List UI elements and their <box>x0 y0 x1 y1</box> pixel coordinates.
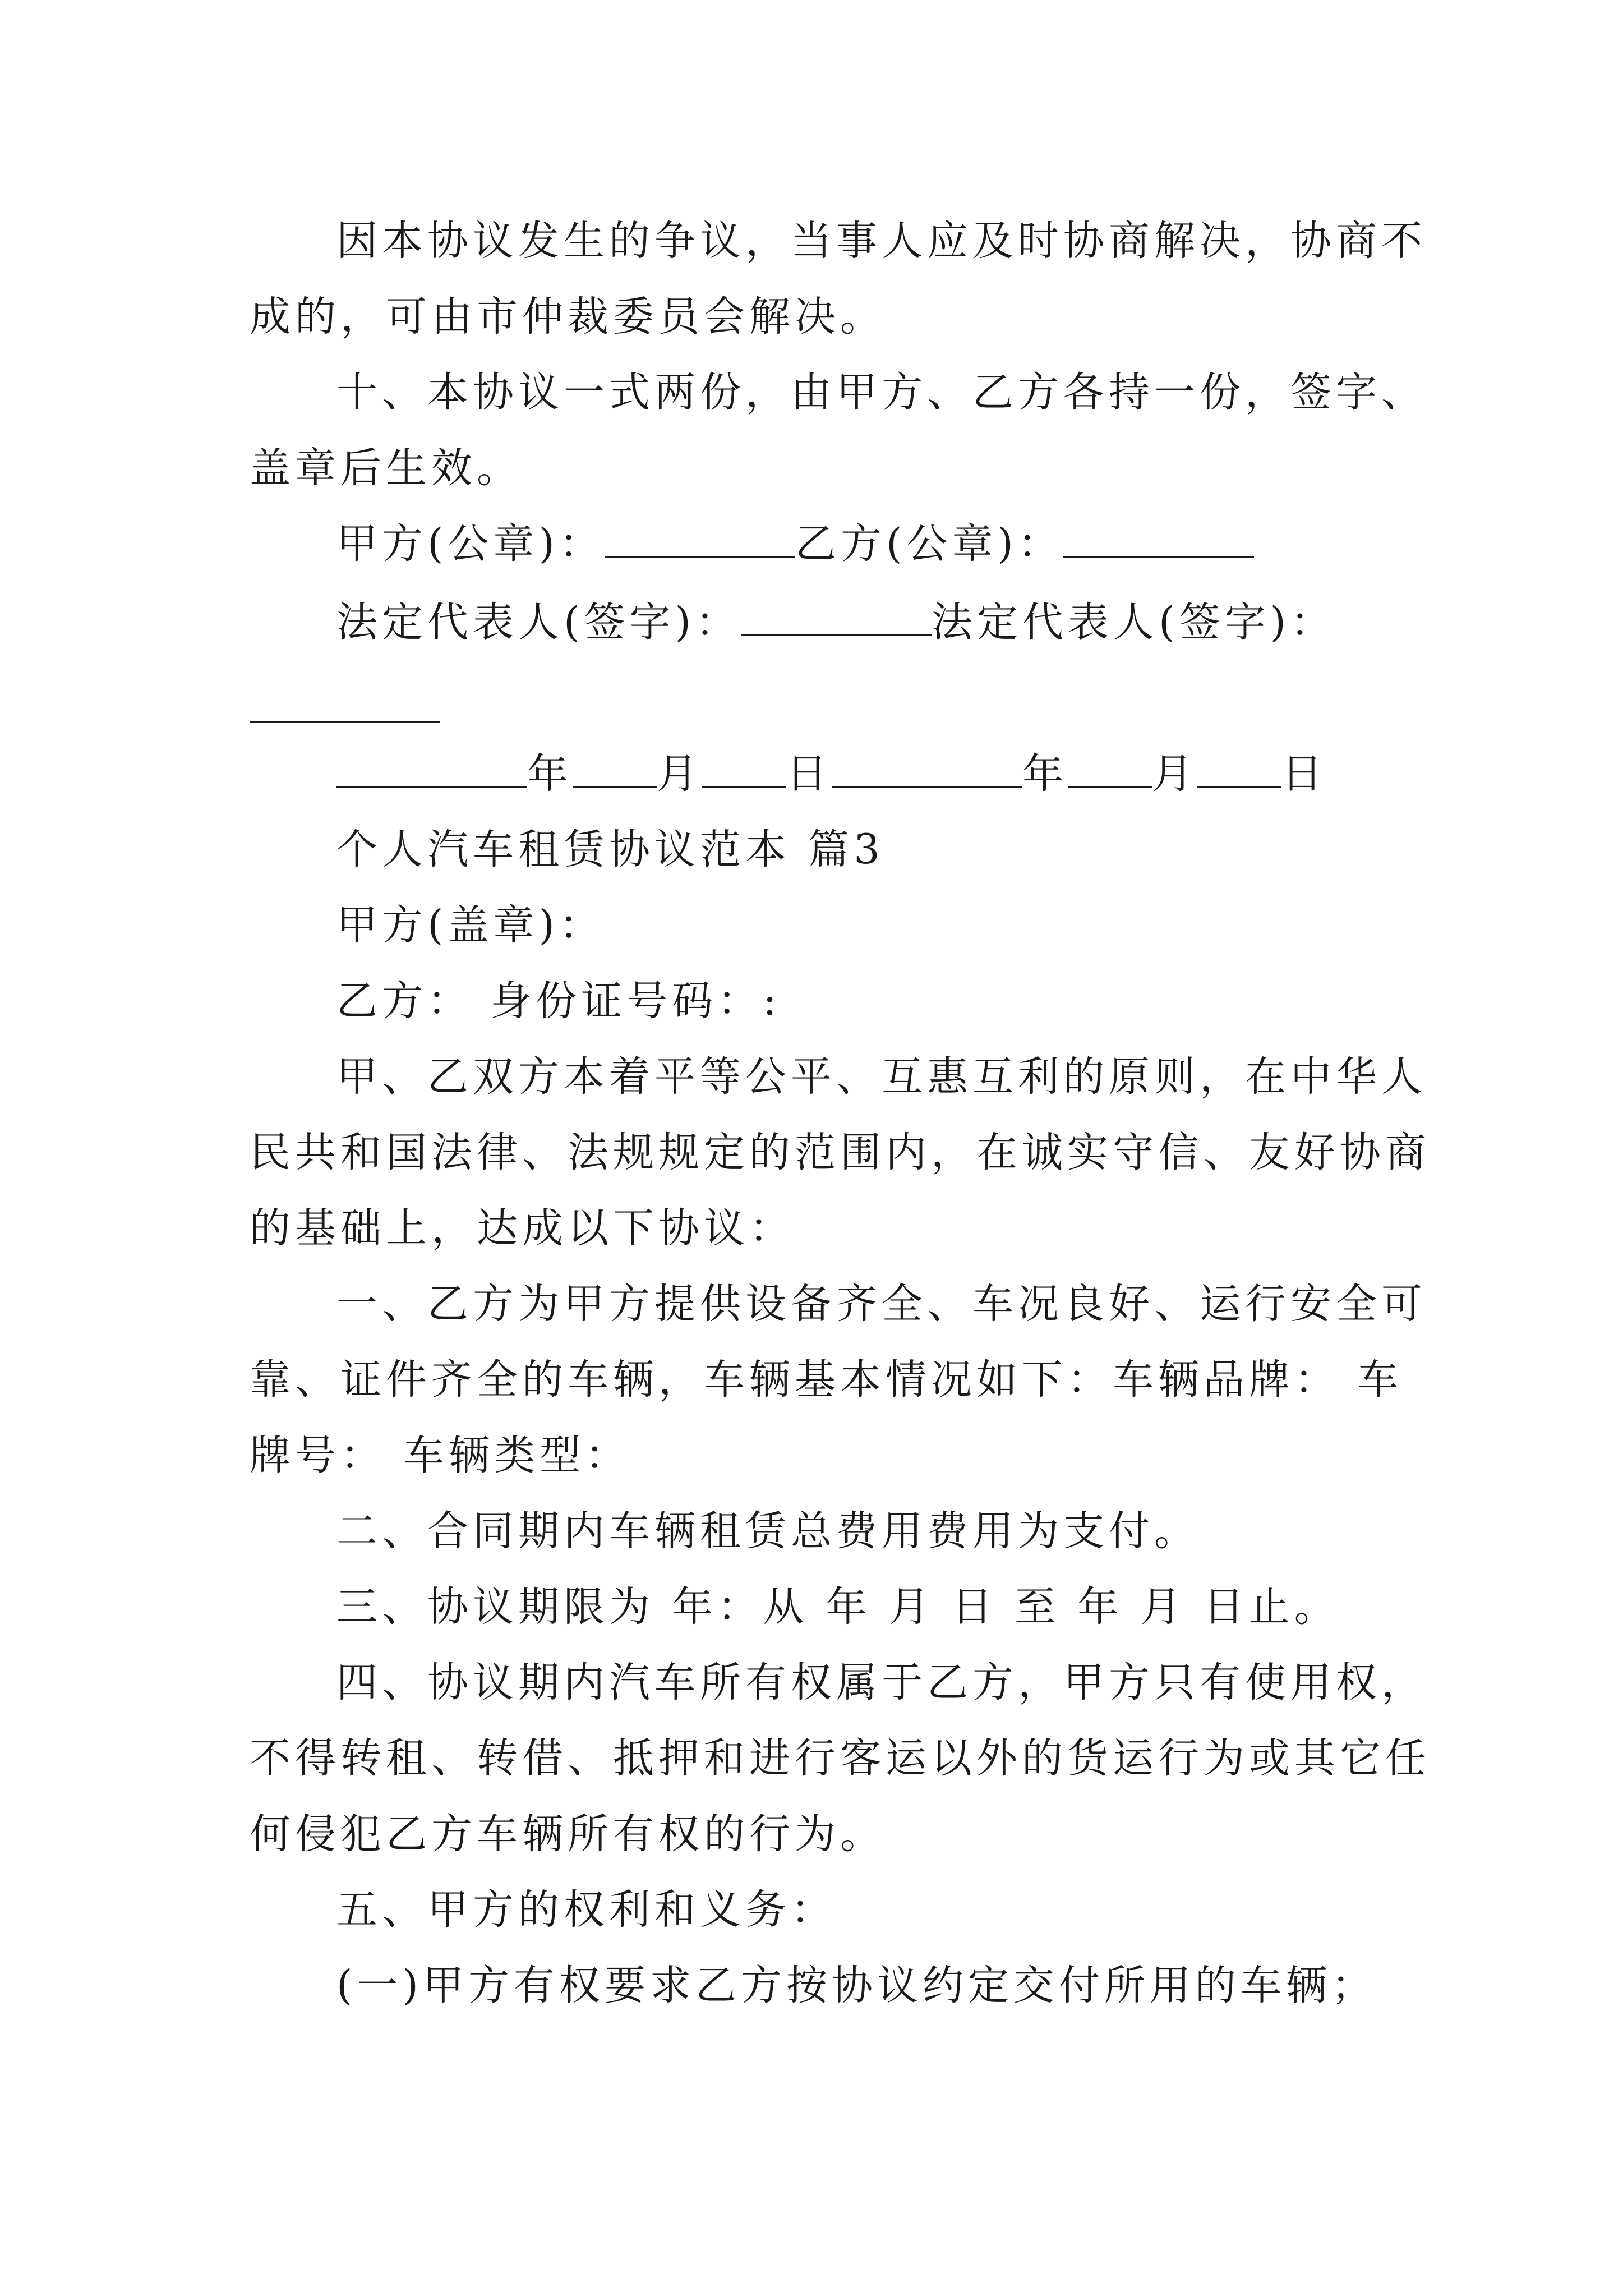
section-title: 个人汽车租赁协议范本 篇3 <box>336 826 884 873</box>
party-b-seal-label: 乙方(公章)： <box>795 520 1063 568</box>
date-b-day-blank <box>1197 747 1281 788</box>
paragraph-copies-line-1: 十、本协议一式两份，由甲方、乙方各持一份，签字、 <box>336 369 1427 416</box>
date-b-year-label: 年 <box>1022 750 1068 798</box>
paragraph-clause-1-line-3: 牌号： 车辆类型： <box>250 1432 631 1479</box>
party-a-legal-rep-blank <box>741 595 932 636</box>
party-b-id-line: 乙方： 身份证号码：: <box>336 977 781 1025</box>
party-a-seal-line: 甲方(盖章)： <box>336 901 605 949</box>
paragraph-principles-line-2: 民共和国法律、法规规定的范围内，在诚实守信、友好协商 <box>250 1129 1431 1176</box>
date-a-month-blank <box>573 747 657 788</box>
paragraph-clause-5-item-1: (一)甲方有权要求乙方按协议约定交付所用的车辆； <box>336 1962 1377 2009</box>
paragraph-dispute-line-1: 因本协议发生的争议，当事人应及时协商解决，协商不 <box>336 217 1427 265</box>
date-b-month-label: 月 <box>1152 750 1197 798</box>
legal-rep-row <box>336 595 1336 651</box>
party-b-legal-rep-label: 法定代表人(签字)： <box>931 599 1336 646</box>
date-b-day-label: 日 <box>1281 750 1327 798</box>
party-a-seal-label: 甲方(公章)： <box>336 520 605 568</box>
date-a-month-label: 月 <box>657 750 702 798</box>
paragraph-clause-4-line-1: 四、协议期内汽车所有权属于乙方，甲方只有使用权， <box>336 1659 1427 1706</box>
signature-seal-row <box>336 516 1254 572</box>
date-b-month-blank <box>1068 747 1152 788</box>
paragraph-clause-2: 二、合同期内车辆租赁总费用费用为支付。 <box>336 1507 1200 1555</box>
date-a-year-label: 年 <box>527 750 573 798</box>
paragraph-clause-1-line-2: 靠、证件齐全的车辆，车辆基本情况如下：车辆品牌： 车 <box>250 1356 1403 1404</box>
date-b-year-blank <box>832 747 1022 788</box>
party-a-seal-blank <box>605 517 795 558</box>
date-row <box>336 746 1327 802</box>
paragraph-principles-line-3: 的基础上，达成以下协议： <box>250 1204 795 1252</box>
party-b-seal-blank <box>1063 517 1254 558</box>
date-a-year-blank <box>336 747 527 788</box>
paragraph-dispute-line-2: 成的，可由市仲裁委员会解决。 <box>250 293 886 341</box>
paragraph-clause-3: 三、协议期限为 年：从 年 月 日 至 年 月 日止。 <box>336 1583 1340 1631</box>
paragraph-clause-5-heading: 五、甲方的权利和义务： <box>336 1886 836 1934</box>
paragraph-principles-line-1: 甲、乙双方本着平等公平、互惠互利的原则，在中华人 <box>336 1053 1427 1101</box>
party-b-legal-rep-blank <box>250 721 440 723</box>
paragraph-copies-line-2: 盖章后生效。 <box>250 444 522 492</box>
date-a-day-label: 日 <box>786 750 832 798</box>
paragraph-clause-4-line-3: 何侵犯乙方车辆所有权的行为。 <box>250 1810 886 1858</box>
date-a-day-blank <box>702 747 786 788</box>
paragraph-clause-4-line-2: 不得转租、转借、抵押和进行客运以外的货运行为或其它任 <box>250 1734 1431 1782</box>
paragraph-clause-1-line-1: 一、乙方为甲方提供设备齐全、车况良好、运行安全可 <box>336 1280 1427 1328</box>
party-a-legal-rep-label: 法定代表人(签字)： <box>336 599 741 646</box>
